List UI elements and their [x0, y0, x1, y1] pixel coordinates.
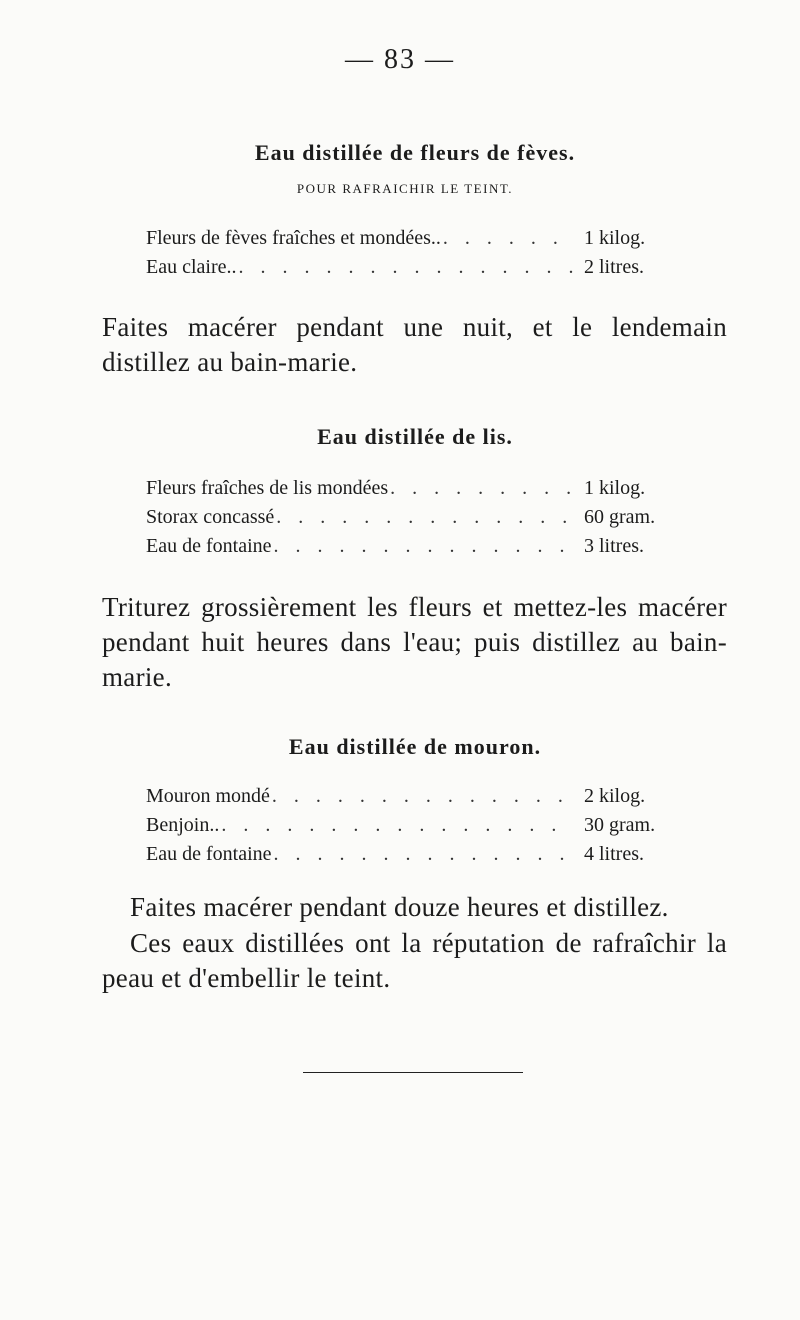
ingredient-list	[146, 224, 686, 282]
ingredient-quantity: 60 gram.	[584, 506, 656, 528]
ingredient-row	[146, 253, 686, 282]
ingredient-row	[146, 532, 686, 561]
ingredient-quantity: 4 litres.	[584, 843, 644, 865]
instruction-paragraph: Faites macérer pendant douze heures et distillez.	[130, 892, 669, 922]
ingredient-name: Benjoin..	[146, 814, 220, 836]
page-number: — 83 —	[345, 44, 455, 75]
instruction-paragraph: Triturez grossièrement les fleurs et mettez-les macérer pendant huit heures dans l'eau; puis distillez au bain-marie.	[102, 592, 727, 692]
leader-dots	[390, 474, 574, 503]
ingredient-name: Eau claire..	[146, 256, 237, 278]
leader-dots	[239, 253, 575, 282]
leader-dots	[443, 224, 574, 253]
ingredient-name: Fleurs fraîches de lis mondées	[146, 477, 389, 499]
section-title-fleurs-de-feves: Eau distillée de fleurs de fèves.	[254, 140, 576, 165]
end-rule-divider	[303, 1072, 523, 1073]
ingredient-row	[146, 474, 686, 503]
closing-paragraph: Ces eaux distillées ont la réputation de rafraîchir la peau et d'embellir le teint.	[102, 928, 727, 993]
ingredient-quantity: 1 kilog.	[584, 227, 646, 249]
ingredient-row	[146, 782, 686, 811]
ingredient-quantity: 3 litres.	[584, 535, 644, 557]
ingredient-row	[146, 224, 686, 253]
leader-dots	[221, 811, 574, 840]
ingredient-name: Mouron mondé	[146, 785, 270, 807]
leader-dots	[274, 532, 575, 561]
instruction-paragraph: Faites macérer pendant une nuit, et le lendemain distillez au bain-marie.	[102, 312, 727, 377]
ingredient-quantity: 2 litres.	[584, 256, 644, 278]
ingredient-name: Eau de fontaine	[146, 535, 272, 557]
ingredient-row	[146, 811, 686, 840]
ingredient-row	[146, 840, 686, 869]
leader-dots	[272, 782, 574, 811]
section-subtitle: POUR RAFRAICHIR LE TEINT.	[296, 181, 514, 196]
ingredient-name: Eau de fontaine	[146, 843, 272, 865]
ingredient-quantity: 2 kilog.	[584, 785, 646, 807]
ingredient-row	[146, 503, 686, 532]
ingredient-quantity: 30 gram.	[584, 814, 656, 836]
ingredient-list	[146, 782, 686, 869]
section-title-lis: Eau distillée de lis.	[317, 424, 513, 449]
ingredient-list	[146, 474, 686, 561]
ingredient-name: Fleurs de fèves fraîches et mondées..	[146, 227, 441, 249]
ingredient-name: Storax concassé	[146, 506, 275, 528]
ingredient-quantity: 1 kilog.	[584, 477, 646, 499]
leader-dots	[276, 503, 574, 532]
section-title-mouron: Eau distillée de mouron.	[288, 734, 542, 759]
leader-dots	[274, 840, 575, 869]
